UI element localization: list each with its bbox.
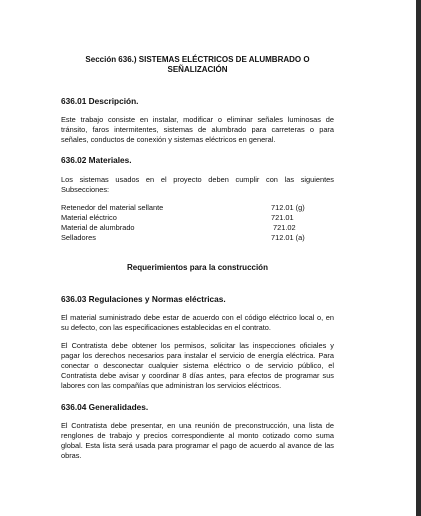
material-code: 712.01 (g) [271,203,305,212]
material-name: Selladores [61,233,96,242]
section-title-line1: Sección 636.) SISTEMAS ELÉCTRICOS DE ALUMBRADO O [85,55,310,64]
heading-generalidades: 636.04 Generalidades. [61,402,149,412]
material-name: Material eléctrico [61,213,117,222]
requirements-heading: Requerimientos para la construcción [127,263,268,272]
paragraph-regulaciones-2: El Contratista debe obtener los permisos, solicitar las inspecciones oficiales y pagar los derechos necesarios para instalar el servicio de energía eléctrica. Para conectar o desconectar cualquier sistema eléctrico o de servicio público, el Contratista debe avisar y coordinar 8 días antes, para efectos de programar sus labores con las compañías que administran los servicios eléctricos. [61,341,334,390]
material-code: 721.02 [273,223,296,232]
section-title-line2: SEÑALIZACIÓN [167,65,228,74]
section-title [61,55,334,75]
heading-descripcion: 636.01 Descripción. [61,96,139,106]
heading-materiales: 636.02 Materiales. [61,155,132,165]
paragraph-generalidades: El Contratista debe presentar, en una reunión de preconstrucción, una lista de renglones de trabajo y precios correspondiente al monto cotizado como suma global. Esta lista será usada para programar el pago de acuerdo al avance de las obras. [61,421,334,460]
materials-row [61,203,334,213]
materials-list [61,203,334,243]
material-code: 712.01 (a) [271,233,305,242]
material-name: Retenedor del material sellante [61,203,164,212]
materials-row [61,233,334,243]
paragraph-materiales: Los sistemas usados en el proyecto deben cumplir con las siguientes Subsecciones: [61,175,334,194]
heading-regulaciones: 636.03 Regulaciones y Normas eléctricas. [61,294,226,304]
materials-row [61,223,334,233]
materials-row [61,213,334,223]
paragraph-regulaciones-1: El material suministrado debe estar de acuerdo con el código eléctrico local o, en su defecto, con las especificaciones establecidas en el contrato. [61,313,334,332]
material-code: 721.01 [271,213,294,222]
material-name: Material de alumbrado [61,223,135,232]
paragraph-descripcion: Este trabajo consiste en instalar, modificar o eliminar señales luminosas de tránsito, faros intermitentes, sistemas de alumbrado para carreteras o para señales, conductos de conexión y sistemas eléctricos en general. [61,115,334,144]
viewer-edge [416,0,421,516]
